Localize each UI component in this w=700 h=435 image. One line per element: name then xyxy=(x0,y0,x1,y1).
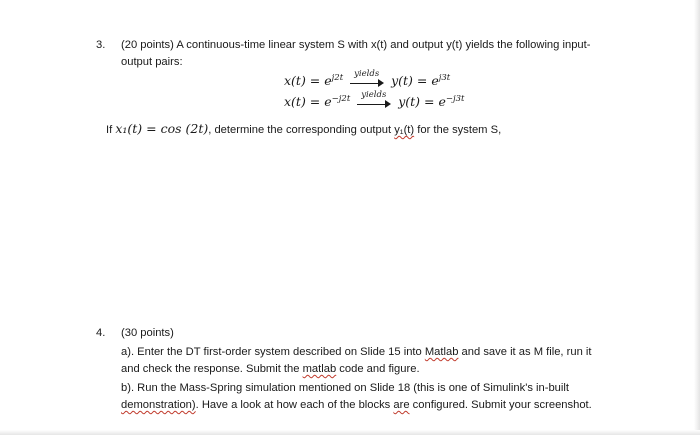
eq1-lhs-exponent: j2t xyxy=(331,73,344,83)
q3-question-suffix: for the system S, xyxy=(414,124,502,136)
q4-part-a-line2 xyxy=(121,362,420,376)
q4-part-b-line1: b). Run the Mass-Spring simulation mentioned on Slide 18 (this is one of Simulink's in-built xyxy=(121,382,569,394)
q3-input-signal: x₁(t) = cos (2t) xyxy=(115,121,209,136)
q3-number: 3. xyxy=(96,39,106,51)
q4-b-line2-text: . Have a look at how each of the blocks xyxy=(195,399,394,411)
q3-equation-1 xyxy=(284,68,451,89)
q3-output-signal: y₁(t) xyxy=(394,124,415,136)
q3-text-line2: output pairs: xyxy=(121,56,183,68)
eq1-rhs-exponent: j3t xyxy=(438,73,451,83)
spell-flag-matlab: Matlab xyxy=(424,346,459,358)
yields-arrow-icon xyxy=(350,68,384,89)
q4-part-b-line2 xyxy=(121,398,592,412)
q4-a-line1-text: a). Enter the DT first-order system described on Slide 15 into xyxy=(121,346,425,358)
eq2-rhs: y(t) = e xyxy=(398,94,446,109)
q4-number: 4. xyxy=(96,327,106,339)
q4-a-line2-text: and check the response. Submit the xyxy=(121,363,303,375)
page-edge-shadow-bottom xyxy=(0,430,700,435)
q3-question-mid: , determine the corresponding output xyxy=(208,124,395,136)
spell-flag-matlab-lower: matlab xyxy=(302,363,337,375)
eq2-lhs-exponent: −j2t xyxy=(331,94,351,104)
q4-header: (30 points) xyxy=(121,327,174,339)
q4-part-a-line1 xyxy=(121,345,592,359)
q3-equation-2 xyxy=(284,89,465,110)
eq2-lhs: x(t) = e xyxy=(284,94,332,109)
q4-a-line1-text-end: and save it as M file, run it xyxy=(458,346,592,358)
page-edge-shadow-right xyxy=(694,0,700,435)
eq1-arrow-label: yields xyxy=(354,68,380,79)
spell-flag-demonstration: demonstration) xyxy=(121,399,196,411)
q4-b-line2-text-end: configured. Submit your screenshot. xyxy=(409,399,592,411)
eq2-arrow-label: yields xyxy=(361,89,387,100)
q3-text-line1: (20 points) A continuous-time linear system S with x(t) and output y(t) yields the following input- xyxy=(121,39,591,51)
q3-question-prefix: If xyxy=(106,124,116,136)
grammar-flag-are: are xyxy=(393,399,410,411)
q3-question xyxy=(106,122,501,137)
yields-arrow-icon xyxy=(357,89,391,110)
eq2-rhs-exponent: −j3t xyxy=(445,94,465,104)
eq1-rhs: y(t) = e xyxy=(391,73,439,88)
q4-a-line2-text-end: code and figure. xyxy=(336,363,420,375)
eq1-lhs: x(t) = e xyxy=(284,73,332,88)
